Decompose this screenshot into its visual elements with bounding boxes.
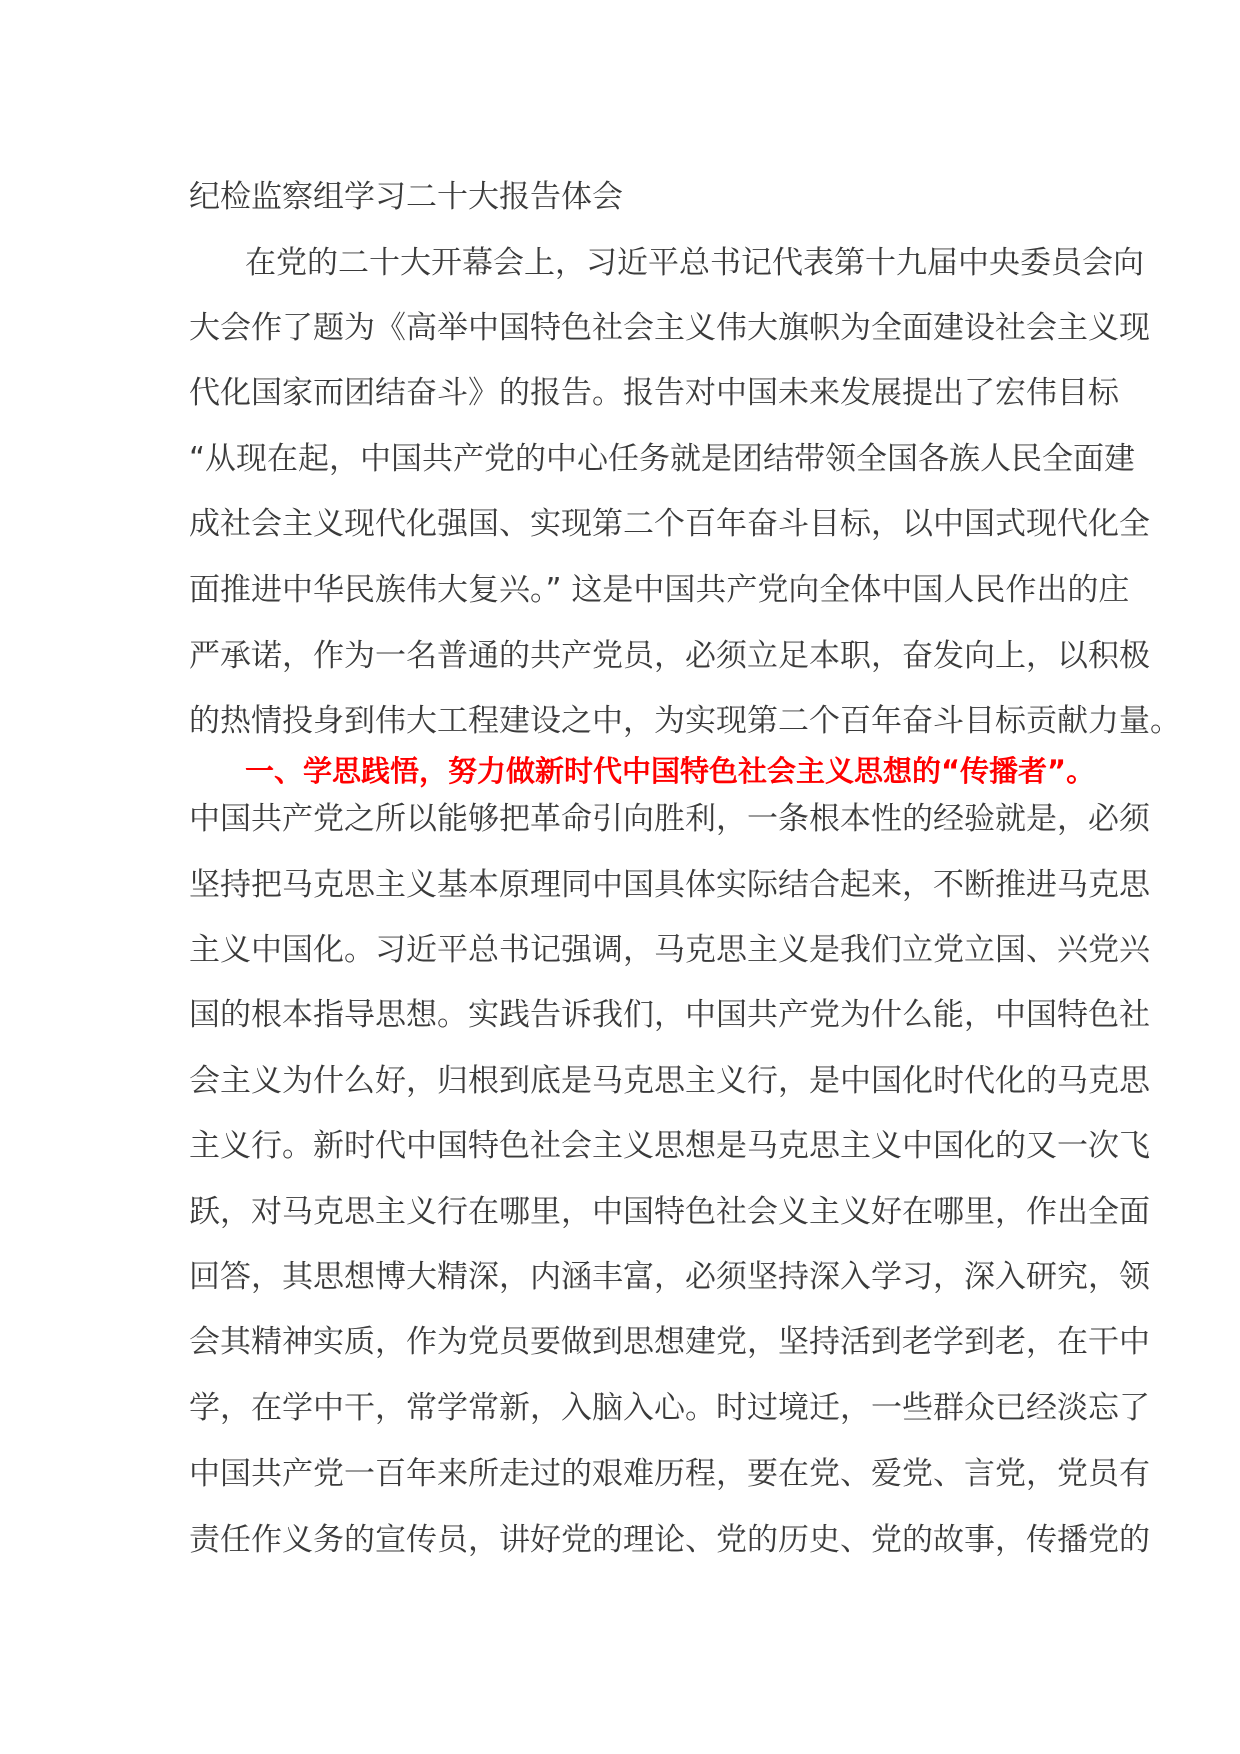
paragraph-line: “从现在起，中国共产党的中心任务就是团结带领全国各族人民全面建: [189, 441, 1136, 477]
paragraph-line: 主义行。新时代中国特色社会主义思想是马克思主义中国化的又一次飞: [189, 1128, 1150, 1164]
paragraph-line: 回答，其思想博大精深，内涵丰富，必须坚持深入学习，深入研究，领: [189, 1259, 1150, 1295]
paragraph-line: 严承诺，作为一名普通的共产党员，必须立足本职，奋发向上，以积极: [189, 638, 1150, 674]
paragraph-line: 代化国家而团结奋斗》的报告。报告对中国未来发展提出了宏伟目标: [189, 375, 1119, 411]
paragraph-line: 中国共产党之所以能够把革命引向胜利，一条根本性的经验就是，必须: [189, 801, 1150, 837]
paragraph-line: 面推进中华民族伟大复兴。” 这是中国共产党向全体中国人民作出的庄: [189, 572, 1130, 608]
paragraph-line: 成社会主义现代化强国、实现第二个百年奋斗目标，以中国式现代化全: [189, 506, 1150, 542]
document-title: 纪检监察组学习二十大报告体会: [189, 179, 623, 215]
paragraph-line: 会其精神实质，作为党员要做到思想建党，坚持活到老学到老，在干中: [189, 1324, 1150, 1360]
section-heading: 一、学思践悟，努力做新时代中国特色社会主义思想的“传播者”。: [245, 754, 1096, 788]
paragraph-line: 的热情投身到伟大工程建设之中，为实现第二个百年奋斗目标贡献力量。: [189, 703, 1181, 739]
paragraph-line: 学，在学中干，常学常新，入脑入心。时过境迁，一些群众已经淡忘了: [189, 1390, 1150, 1426]
paragraph-line: 在党的二十大开幕会上，习近平总书记代表第十九届中央委员会向: [245, 245, 1144, 281]
paragraph-line: 主义中国化。习近平总书记强调，马克思主义是我们立党立国、兴党兴: [189, 932, 1150, 968]
paragraph-line: 坚持把马克思主义基本原理同中国具体实际结合起来，不断推进马克思: [189, 867, 1150, 903]
paragraph-line: 会主义为什么好，归根到底是马克思主义行，是中国化时代化的马克思: [189, 1063, 1150, 1099]
paragraph-line: 大会作了题为《高举中国特色社会主义伟大旗帜为全面建设社会主义现: [189, 310, 1150, 346]
paragraph-line: 责任作义务的宣传员，讲好党的理论、党的历史、党的故事，传播党的: [189, 1522, 1150, 1558]
paragraph-line: 跃，对马克思主义行在哪里，中国特色社会义主义好在哪里，作出全面: [189, 1194, 1150, 1230]
paragraph-line: 中国共产党一百年来所走过的艰难历程，要在党、爱党、言党，党员有: [189, 1456, 1150, 1492]
paragraph-line: 国的根本指导思想。实践告诉我们，中国共产党为什么能，中国特色社: [189, 997, 1150, 1033]
